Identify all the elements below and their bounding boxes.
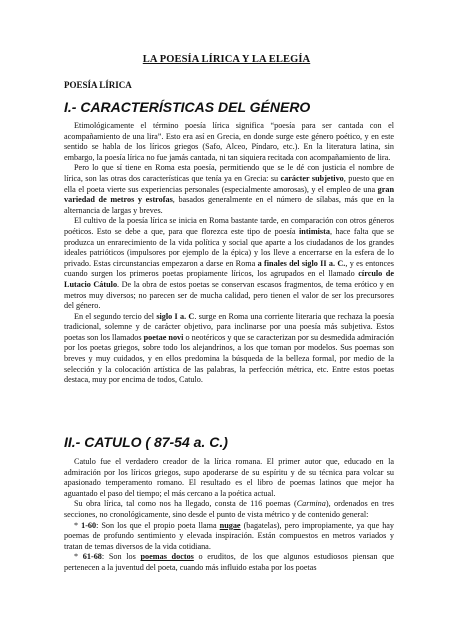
- paragraph-text: (bagatelas), pero impropiamente, ya que hay poemas de profundo sentimiento y elevada inspiración. Están compuestos en metros variados y tratan de temas diversos de la vida cotidiana.: [64, 520, 395, 551]
- bold-term: siglo I a. C: [156, 311, 195, 321]
- bold-term: intimista: [299, 226, 330, 236]
- paragraph: [64, 312, 394, 386]
- paragraph-text: Catulo fue el verdadero creador de la lírica romana. El primer autor que, educado en la admiración por los líricos griegos, supo apoderarse de su espíritu y de su técnica para volcar su apasionado temperamento romano. El resultado es el libro de poemas latinos que mejor ha aguantado el paso del tiempo; el más cercano a la poética actual.: [64, 457, 394, 498]
- bold-term: gran variedad de metros y estrofas: [64, 184, 394, 205]
- bold-term: carácter subjetivo: [280, 173, 344, 183]
- paragraph: [64, 163, 394, 216]
- paragraph-text: . surge en Roma una corriente literaria que rechaza la poesía tradicional, solemne y de carácter objetivo, para inclinarse por una poesía más subjetiva. Estos poetas son los llamados: [64, 311, 394, 342]
- paragraph: [64, 121, 394, 163]
- bullet-marker: *: [74, 520, 82, 530]
- bold-term: a finales del siglo II a. C.: [257, 258, 346, 268]
- heading-caracteristicas: I.- CARACTERÍSTICAS DEL GÉNERO: [64, 99, 311, 115]
- italic-term: Carmina: [296, 499, 326, 509]
- key-term: nugae: [219, 520, 241, 530]
- key-term: poemas doctos: [140, 552, 194, 562]
- paragraph-text: , y es entonces cuando surgen los primeros poetas propiamente líricos, los agrupados en el llamado: [64, 258, 394, 279]
- paragraph-text: En el segundo tercio del: [74, 311, 157, 321]
- paragraph: [64, 216, 394, 311]
- bullet-marker: *: [74, 552, 83, 562]
- bold-term: poetae novi: [143, 332, 184, 342]
- paragraph-text: Pero lo que sí tiene en Roma esta poesía, permitiendo que se le dé con justicia el nombre de lírica, son las otras dos características que tenía ya en Grecia: su: [64, 163, 394, 183]
- paragraph-text: Etimológicamente el término poesía lírica significa “poesía para ser cantada con el acompañamiento de una lira”. Esto era así en Grecia, en donde surge este género poético, y en este sentido se habla de los líricos griegos (Safo, Alceo, Píndaro, etc.). En la literatura latina, sin embargo, la poesía lírica no fue jamás cantada, ni tan siquiera recitada con acompañamiento de lira.: [64, 121, 394, 162]
- paragraph-text: Su obra lírica, tal como nos ha llegado, consta de 116 poemas (: [74, 499, 297, 509]
- poem-range: 61-68: [82, 552, 102, 562]
- paragraph-text: : Son los: [101, 552, 141, 562]
- poem-range: 1-60: [81, 520, 97, 530]
- paragraph-text: o eruditos, de los que algunos estudiosos piensan que pertenecen a la juventud del poeta, cuando más influido estaba por los poetas: [64, 552, 395, 572]
- paragraph-text: . De la obra de estos poetas se conservan escasos fragmentos, de tema erótico y en metros muy diversos; no parecen ser de mucha calidad, pero tienen el valor de ser los precursores del género.: [64, 279, 394, 311]
- paragraph-text: , basados generalmente en el número de sílabas, más que en la alternancia de largas y breves.: [64, 195, 395, 215]
- bold-term: círculo de Lutacio Cátulo: [64, 269, 394, 289]
- section-label: POESÍA LÍRICA: [64, 80, 132, 90]
- paragraph-text: : Son los que el propio poeta llama: [96, 520, 220, 530]
- heading-catulo: II.- CATULO ( 87-54 a. C.): [64, 434, 228, 450]
- paragraph-text: ), ordenados en tres secciones, no cronológicamente, sino desde el punto de vista métrico y de contenido general:: [64, 499, 394, 519]
- paragraph-text: , puesto que en ella el poeta vierte sus experiencias personales (especialmente amorosas), y el empleo de una: [64, 173, 394, 194]
- section-2-body: [64, 457, 394, 574]
- list-item: [64, 552, 394, 573]
- paragraph-text: El cultivo de la poesía lírica se inicia en Roma bastante tarde, en comparación con otros géneros poéticos. Esto se debe a que, para que florezca este tipo de poesía: [64, 216, 394, 236]
- section-1-body: [64, 121, 394, 386]
- paragraph: [64, 457, 394, 499]
- paragraph-text: o neotéricos y que se caracterizan por su desmedida admiración por los poetas griegos, sobre todo los alejandrinos, a los que toman por modelos. Sus poemas son breves y muy cuidados, y en ellos predomina la búsqueda de la belleza formal, por medio de la selección y la colocación artística de las palabras, la perfección métrica, etc. Entre estos poetas destaca, muy por encima de todos, Catulo.: [64, 332, 395, 385]
- paragraph: [64, 499, 394, 520]
- list-item: [64, 521, 394, 553]
- paragraph-text: , hace falta que se produzca un enrarecimiento de la vida política y social que aparte a los ciudadanos de los grandes ideales patrióticos (impulsores por ejemplo de la épica) y los lleve a encerrarse en la esfera de lo privado. Estas circunstancias empezaron a darse en Roma: [64, 226, 394, 268]
- document-title: LA POESÍA LÍRICA Y LA ELEGÍA: [142, 54, 311, 65]
